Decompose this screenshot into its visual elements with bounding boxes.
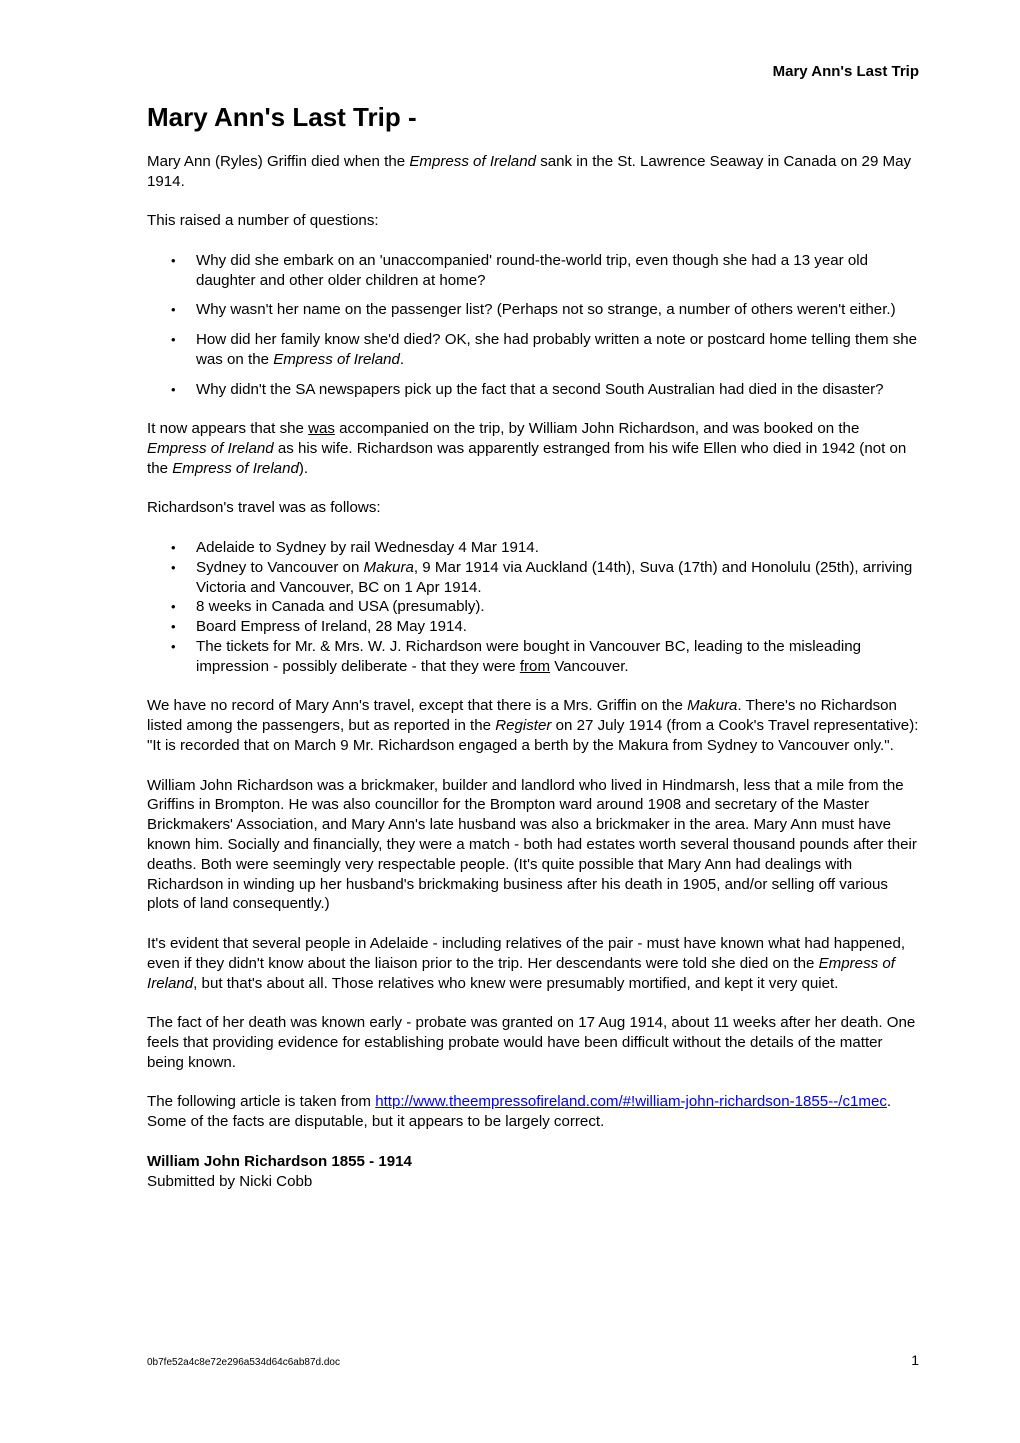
ship-name: Empress of Ireland — [172, 459, 299, 477]
footer-filename: 0b7fe52a4c8e72e296a534d64c6ab87d.doc — [147, 1357, 340, 1368]
document-page — [147, 0, 922, 1443]
source-paragraph: The following article is taken from http://www.theempressofireland.com/#!william-john-richardson-1855--/c1mec. Some of the facts are disputable, but it appears to be largely correct. — [147, 1093, 892, 1131]
ship-name: Makura — [363, 558, 414, 576]
questions-lead-paragraph: This raised a number of questions: — [147, 212, 379, 230]
list-item: • Board Empress of Ireland, 28 May 1914. — [147, 617, 922, 637]
accompanied-paragraph: It now appears that she was accompanied on the trip, by William John Richardson, and was booked on the Empress of Ireland as his wife. Richardson was apparently estranged from his wife Ellen who died in 1942 (not on the Empress of Ireland). — [147, 420, 907, 477]
ship-name: Empress of Ireland — [147, 954, 895, 992]
adelaide-paragraph: It's evident that several people in Adelaide - including relatives of the pair - must have known what had happened, even if they didn't know about the liaison prior to the trip. Her descendants were told she died on the Empress of Ireland, but that's about all. Those relatives who knew were presumably mortified, and kept it very quiet. — [147, 934, 906, 992]
article-heading: William John Richardson 1855 - 1914 — [147, 1152, 412, 1170]
list-item: • Why wasn't her name on the passenger list? (Perhaps not so strange, a number of others weren't either.) — [147, 300, 922, 320]
intro-paragraph: Mary Ann (Ryles) Griffin died when the Empress of Ireland sank in the St. Lawrence Seaway in Canada on 29 May 1914. — [147, 153, 912, 190]
ship-name: Empress of Ireland — [409, 153, 536, 170]
document-body — [147, 152, 922, 1191]
list-item: • 8 weeks in Canada and USA (presumably). — [147, 597, 922, 617]
list-item: • How did her family know she'd died? OK, she had probably written a note or postcard home telling them she was on the Empress of Ireland. — [147, 330, 922, 370]
travel-lead-paragraph: Richardson's travel was as follows: — [147, 499, 381, 517]
document-title: Mary Ann's Last Trip - — [147, 102, 417, 132]
probate-paragraph: The fact of her death was known early - probate was granted on 17 Aug 1914, about 11 weeks after her death. One feels that providing evidence for establishing probate would have been difficult without the details of the matter being known. — [147, 1014, 916, 1071]
ship-name: Empress of Ireland — [147, 440, 274, 458]
list-item: • Adelaide to Sydney by rail Wednesday 4 Mar 1914. — [147, 538, 922, 558]
underlined-word: from — [519, 657, 551, 675]
richardson-background-paragraph: William John Richardson was a brickmaker, builder and landlord who lived in Hindmarsh, less that a mile from the Griffins in Brompton. He was also councillor for the Brompton ward around 1908 and secretary of the Master Brickmakers' Association, and Mary Ann's late husband was also a brickmaker in the area. Mary Ann must have known him. Socially and financially, they were a match - both had estates worth several thousand pounds after their deaths. Both were seemingly very respectable people. (It's quite possible that Mary Ann had dealings with Richardson in winding up her husband's brickmaking business after his death in 1905, and/or selling off various plots of land consequently.) — [147, 776, 917, 913]
list-item: • Sydney to Vancouver on Makura, 9 Mar 1914 via Auckland (14th), Suva (17th) and Honolulu (25th), arriving Victoria and Vancouver, BC on 1 Apr 1914. — [147, 558, 922, 598]
travel-list — [147, 538, 922, 677]
page-number: 1 — [911, 1352, 919, 1368]
list-item: • Why didn't the SA newspapers pick up the fact that a second South Australian had died in the disaster? — [147, 380, 922, 400]
ship-name: Makura — [687, 697, 738, 715]
list-item: • The tickets for Mr. & Mrs. W. J. Richardson were bought in Vancouver BC, leading to the misleading impression - possibly deliberate - that they were from Vancouver. — [147, 637, 922, 677]
makura-paragraph: We have no record of Mary Ann's travel, except that there is a Mrs. Griffin on the Makura. There's no Richardson listed among the passengers, but as reported in the Register on 27 July 1914 (from a Cook's Travel representative): "It is recorded that on March 9 Mr. Richardson engaged a berth by the Makura from Sydney to Vancouver only.". — [147, 697, 919, 754]
source-link[interactable]: http://www.theempressofireland.com/#!william-john-richardson-1855--/c1mec — [375, 1093, 887, 1111]
newspaper-name: Register — [495, 717, 552, 735]
list-item: • Why did she embark on an 'unaccompanied' round-the-world trip, even though she had a 13 year old daughter and other older children at home? — [147, 251, 922, 291]
questions-list — [147, 251, 922, 399]
ship-name: Empress of Ireland — [273, 350, 400, 368]
underlined-word: was — [308, 420, 335, 438]
article-byline: Submitted by Nicki Cobb — [147, 1172, 313, 1190]
running-header: Mary Ann's Last Trip — [772, 63, 919, 80]
